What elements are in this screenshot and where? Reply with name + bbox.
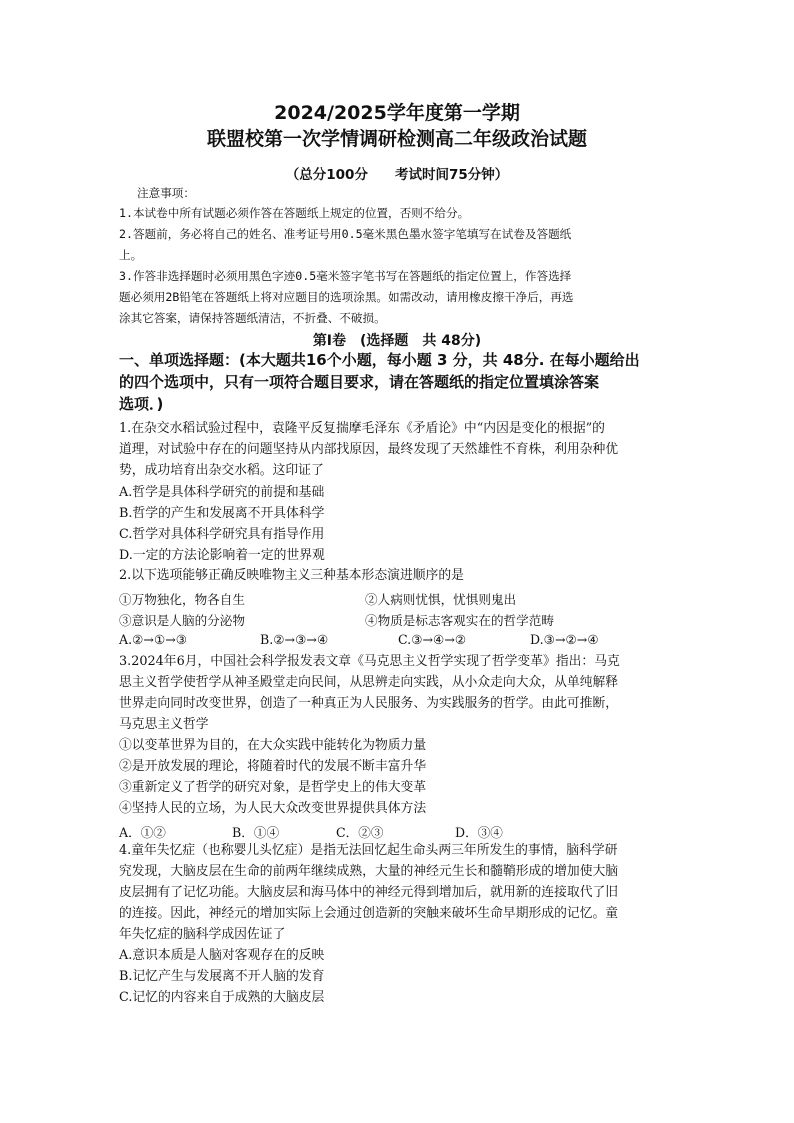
question-1-option-a: A.哲学是具体科学研究的前提和基础 xyxy=(119,485,325,500)
question-3-option-c: C．②③ xyxy=(336,825,384,840)
question-4-option-b: B.记忆产生与发展离不开人脑的发育 xyxy=(119,969,325,984)
exam-title-term: 2024/2025学年度第一学期 xyxy=(274,102,520,124)
section-instructions: 的四个选项中，只有一项符合题目要求，请在答题纸的指定位置填涂答案 xyxy=(119,373,600,391)
notice-line: 3.作答非选择题时必须用黑色字迹0.5毫米签字笔书写在答题纸的指定位置上，作答选择 xyxy=(119,269,572,283)
question-4-stem: 年失忆症的脑科学成因佐证了 xyxy=(119,927,286,942)
question-1-stem: 1.在杂交水稻试验过程中，袁隆平反复揣摩毛泽东《矛盾论》中“内因是变化的根据”的 xyxy=(119,421,605,436)
question-3-stem: 思主义哲学使哲学从神圣殿堂走向民间，从思辨走向实践，从小众走向大众，从单纯解释 xyxy=(119,675,619,690)
question-2-option-d: D.③→②→④ xyxy=(530,632,599,647)
question-3-item: ④坚持人民的立场，为人民大众改变世界提供具体方法 xyxy=(119,801,427,816)
question-4-stem: 4.童年失忆症（也称婴儿头忆症）是指无法回忆起生命头两三年所发生的事情，脑科学研 xyxy=(119,843,618,858)
question-4-stem: 究发现，大脑皮层在生命的前两年继续成熟，大量的神经元生长和髓鞘形成的增加使大脑 xyxy=(119,864,619,879)
notice-line: 上。 xyxy=(119,248,143,262)
question-1-stem: 势，成功培育出杂交水稻。这印证了 xyxy=(119,463,324,478)
question-3-item: ①以变革世界为目的，在大众实践中能转化为物质力量 xyxy=(119,738,427,753)
question-2-option-b: B.②→③→④ xyxy=(260,632,329,647)
question-3-stem: 世界走向同时改变世界，创造了一种真正为人民服务、为实践服务的哲学。由此可推断， xyxy=(119,696,619,711)
question-4-option-c: C.记忆的内容来自于成熟的大脑皮层 xyxy=(119,990,325,1005)
question-2-option-a: A.②→①→③ xyxy=(119,632,188,647)
question-2-item: ④物质是标志客观实在的哲学范畴 xyxy=(365,613,554,628)
question-3-option-a: A．①② xyxy=(119,825,166,840)
question-3-option-d: D．③④ xyxy=(455,825,503,840)
section-title: 第Ⅰ卷 (选择题 共 48分) xyxy=(312,333,482,349)
question-4-option-a: A.意识本质是人脑对客观存在的反映 xyxy=(119,948,325,963)
notice-line: 题必须用2B铅笔在答题纸上将对应题目的选项涂黑。如需改动，请用橡皮擦干净后，再选 xyxy=(119,290,574,304)
question-3-item: ②是开放发展的理论，将随着时代的发展不断丰富升华 xyxy=(119,759,427,774)
notice-heading: 注意事项： xyxy=(137,186,195,200)
question-3-stem: 3.2024年6月，中国社会科学报发表文章《马克思主义哲学实现了哲学变革》指出：马克 xyxy=(119,654,620,669)
question-2-stem: 2.以下选项能够正确反映唯物主义三种基本形态演进顺序的是 xyxy=(119,568,464,583)
question-2-option-c: C.③→④→② xyxy=(398,632,467,647)
question-4-stem: 皮层拥有了记忆功能。大脑皮层和海马体中的神经元得到增加后，就用新的连接取代了旧 xyxy=(119,885,619,900)
section-instructions: 选项．) xyxy=(119,395,164,413)
notice-line: 2.答题前，务必将自己的姓名、准考证号用0.5毫米黑色墨水签字笔填写在试卷及答题纸 xyxy=(119,227,572,241)
question-2-item: ②人病则忧惧，忧惧则鬼出 xyxy=(365,592,517,607)
exam-title-main: 联盟校第一次学情调研检测高二年级政治试题 xyxy=(206,128,587,150)
question-1-option-d: D.一定的方法论影响着一定的世界观 xyxy=(119,548,325,563)
question-1-option-b: B.哲学的产生和发展离不开具体科学 xyxy=(119,506,325,521)
notice-line: 1.本试卷中所有试题必须作答在答题纸上规定的位置，否则不给分。 xyxy=(119,206,470,220)
question-2-item: ③意识是人脑的分泌物 xyxy=(119,613,245,628)
question-2-item: ①万物独化，物各自生 xyxy=(119,592,245,607)
question-1-stem: 道理，对试验中存在的问题坚持从内部找原因，最终发现了天然雄性不育株，利用杂种优 xyxy=(119,442,619,457)
question-4-stem: 的连接。因此，神经元的增加实际上会通过创造新的突触来破坏生命早期形成的记忆。童 xyxy=(119,906,619,921)
notice-line: 涂其它答案，请保持答题纸清洁，不折叠、不破损。 xyxy=(119,311,386,325)
question-3-stem: 马克思主义哲学 xyxy=(119,717,209,732)
question-3-item: ③重新定义了哲学的研究对象，是哲学史上的伟大变革 xyxy=(119,780,427,795)
section-instructions: 一、单项选择题：(本大题共16个小题，每小题 3 分，共 48分. 在每小题给出 xyxy=(119,351,640,369)
exam-subtitle: （总分100分 考试时间75分钟） xyxy=(285,167,509,183)
question-3-option-b: B．①④ xyxy=(232,825,280,840)
question-1-option-c: C.哲学对具体科学研究具有指导作用 xyxy=(119,527,325,542)
